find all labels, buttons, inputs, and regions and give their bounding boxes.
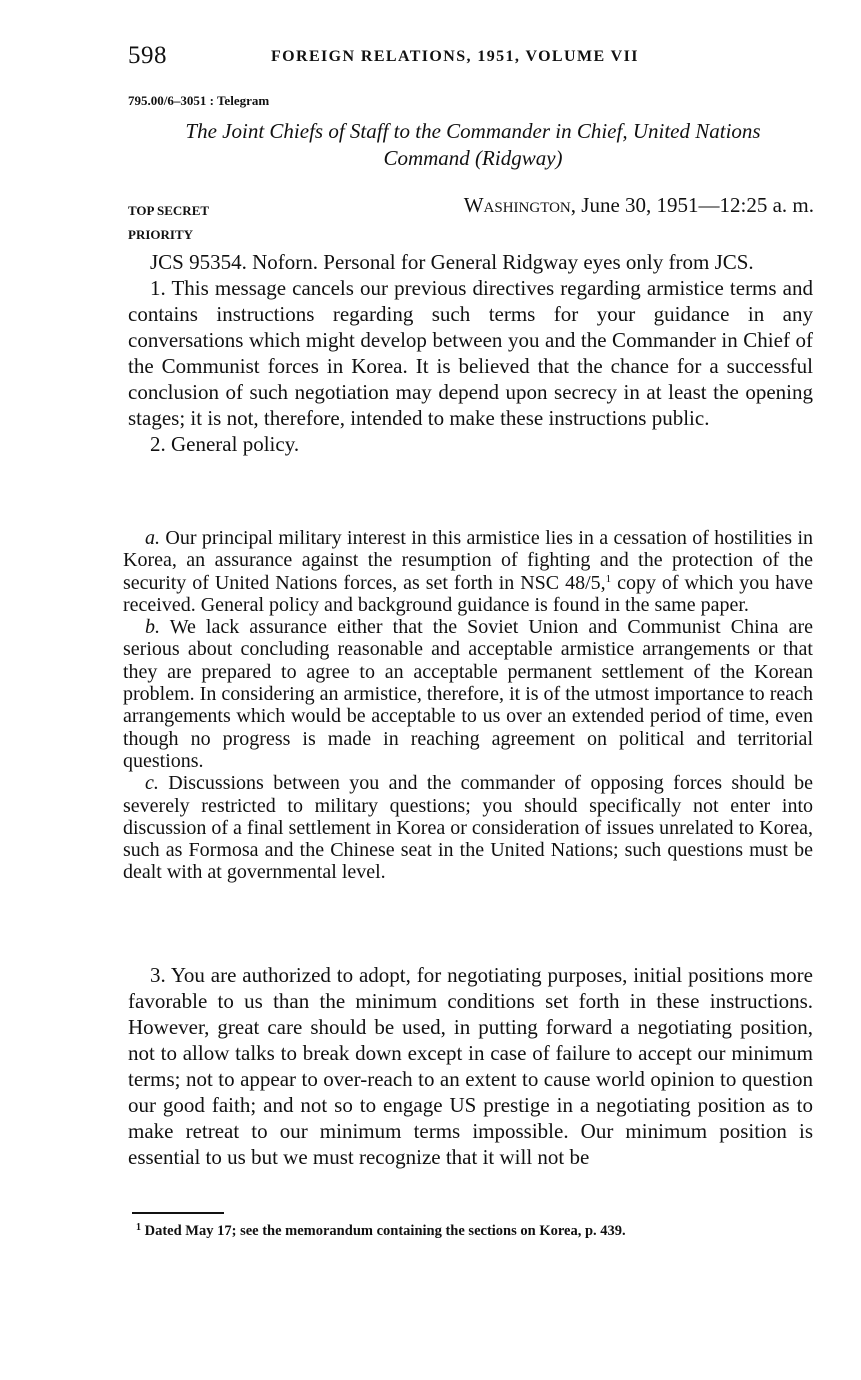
body-lower <box>128 962 813 1170</box>
title-line-1: The Joint Chiefs of Staff to the Commander in Chief, United Nations <box>185 119 761 143</box>
subparagraph-c-text: Discussions between you and the commander of opposing forces should be severely restricted to military questions; you should specifically not enter into discussion of a final settlement in Korea or consideration of issues unrelated to Korea, such as Formosa and the Chinese seat in the United Nations; such questions must be dealt with at governmental level. <box>123 772 813 884</box>
precedence-label: PRIORITY <box>128 227 194 242</box>
classification-label: TOP SECRET <box>128 203 210 218</box>
subparagraph-c-label: c. <box>145 772 159 795</box>
footnote-text: Dated May 17; see the memorandum containing the sections on Korea, p. 439. <box>144 1223 626 1239</box>
dateline-date: , June 30, 1951—12:25 a. m. <box>570 193 814 217</box>
subparagraph-c <box>123 772 813 883</box>
subparagraph-a-label: a. <box>145 527 160 549</box>
subparagraph-a-text-continued: copy of which you have received. General policy and background guidance is found in the same paper. <box>123 571 813 616</box>
file-reference: 795.00/6–3051 : Telegram <box>128 93 270 108</box>
page-header <box>128 40 818 76</box>
running-head: FOREIGN RELATIONS, 1951, VOLUME VII <box>271 48 639 65</box>
paragraph-3: 3. You are authorized to adopt, for negotiating purposes, initial positions more favorable to us than the minimum conditions set forth in these instructions. However, great care should be used, in putting forward a negotiating position, not to allow talks to break down except in case of failure to accept our minimum terms; not to appear to over-reach to an extent to cause world opinion to question our good faith; and not so to engage US prestige in a negotiating position as to make retreat to our minimum terms impossible. Our minimum position is essential to us but we must recognize that it will not be <box>128 963 813 1169</box>
subparagraph-b <box>123 616 813 772</box>
dateline <box>464 193 814 218</box>
intro-paragraph: JCS 95354. Noforn. Personal for General Ridgway eyes only from JCS. <box>150 250 754 274</box>
paragraph-2: 2. General policy. <box>150 432 300 456</box>
footnote-reference: 1 <box>605 572 612 585</box>
title-line-2: Command (Ridgway) <box>383 146 563 170</box>
classification-block <box>128 199 209 247</box>
body-upper <box>128 249 813 457</box>
footnote <box>136 1223 626 1240</box>
subparagraph-b-label: b. <box>145 616 160 639</box>
subparagraphs <box>123 527 813 884</box>
document-title <box>128 118 818 172</box>
page-number: 598 <box>128 42 167 69</box>
subparagraph-b-text: We lack assurance either that the Soviet Union and Communist China are serious about concluding reasonable and acceptable armistice arrangements or that they are prepared to agree to an acceptable permanent settlement of the Korean problem. In considering an armistice, therefore, it is of the utmost importance to reach arrangements which would be acceptable to us over an extended period of time, even though no progress is made in reaching agreement on political and territorial questions. <box>123 616 813 772</box>
footnote-marker: 1 <box>136 1222 141 1233</box>
dateline-place: Washington <box>463 193 571 217</box>
subparagraph-a <box>123 527 813 616</box>
subparagraph-a-text: Our principal military interest in this armistice lies in a cessation of hostilities in Korea, an assurance against the resumption of fighting and the protection of the security of United Nations forces, as set forth in NSC 48/5, <box>123 527 813 594</box>
footnote-rule <box>132 1212 224 1214</box>
paragraph-1: 1. This message cancels our previous directives regarding armistice terms and contains instructions regarding such terms for your guidance in any conversations which might develop between you and the Commander in Chief of the Communist forces in Korea. It is believed that the chance for a successful conclusion of such negotiation may depend upon secrecy in at least the opening stages; it is not, therefore, intended to make these instructions public. <box>128 276 813 430</box>
